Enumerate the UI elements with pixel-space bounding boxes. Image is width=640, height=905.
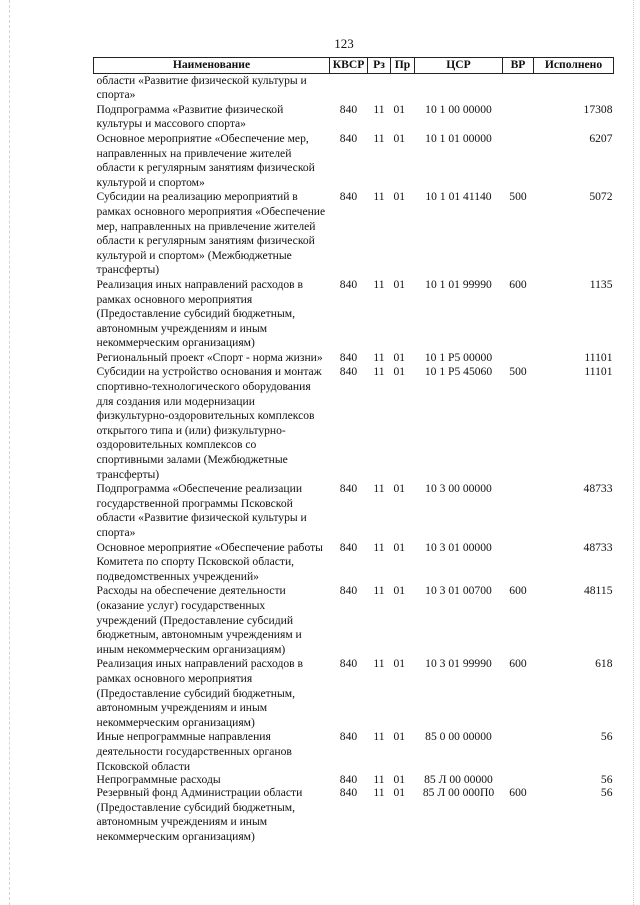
row-vr: [503, 774, 534, 786]
row-pr: 01: [393, 350, 406, 364]
row-executed: 5072: [589, 190, 613, 204]
row-name: Субсидии на реализацию мероприятий в рамках основного мероприятия «Обеспечение мер, направленных на привлечение жителей области к регулярным занятиям физической культурой и спортом» (Межбюджетные трансферты): [96, 190, 326, 277]
row-kvsr: 840: [339, 482, 358, 496]
row-name: Региональный проект «Спорт - норма жизни»: [96, 350, 323, 364]
row-vr: [503, 103, 534, 132]
row-rz: [368, 73, 391, 103]
row-kvsr: 840: [339, 277, 358, 291]
header-executed: Исполнено: [534, 58, 614, 74]
row-pr: 01: [393, 786, 406, 800]
header-vr: ВР: [503, 58, 534, 74]
table-row: [94, 774, 614, 786]
row-csr: 10 1 01 41140: [425, 190, 492, 204]
table-row: [94, 73, 614, 103]
row-rz: 11: [373, 190, 385, 204]
row-rz: 11: [373, 786, 385, 800]
row-rz: 11: [373, 730, 385, 744]
row-kvsr: 840: [339, 786, 358, 800]
row-rz: 11: [373, 657, 385, 671]
row-kvsr: 840: [339, 190, 358, 204]
row-kvsr: 840: [339, 730, 358, 744]
row-executed: 11101: [584, 365, 613, 379]
row-kvsr: 840: [339, 773, 358, 787]
scan-edge-right: [633, 0, 634, 905]
row-csr: 10 1 01 99990: [425, 277, 492, 291]
scan-edge-left: [9, 0, 10, 905]
row-kvsr: 840: [339, 540, 358, 554]
table-row: [94, 278, 614, 351]
row-name: Реализация иных направлений расходов в рамках основного мероприятия (Предоставление субсидий бюджетным, автономным учреждениям и иным некоммерческим организациям): [96, 657, 303, 729]
row-name: Основное мероприятие «Обеспечение мер, направленных на привлечение жителей области к регулярным занятиям физической культурой и спортом»: [96, 131, 315, 189]
header-kvsr: КВСР: [330, 58, 368, 74]
row-csr: 10 1 01 00000: [425, 131, 492, 145]
table-header-row: [94, 58, 614, 74]
row-pr: 01: [393, 190, 406, 204]
row-executed: [534, 73, 614, 103]
header-rz: Рз: [368, 58, 391, 74]
row-kvsr: 840: [339, 102, 358, 116]
row-csr: 10 1 00 00000: [425, 102, 492, 116]
header-pr: Пр: [391, 58, 415, 74]
budget-table: [93, 57, 614, 844]
table-row: [94, 657, 614, 730]
table-row: [94, 132, 614, 190]
row-rz: 11: [373, 365, 385, 379]
table-row: [94, 584, 614, 657]
row-name: Резервный фонд Администрации области (Предоставление субсидий бюджетным, автономным учреждениям и иным некоммерческим организациям): [96, 786, 303, 843]
header-name: Наименование: [94, 58, 330, 74]
row-executed: 56: [600, 786, 613, 800]
row-vr: [503, 541, 534, 585]
row-vr: [503, 730, 534, 774]
row-rz: 11: [373, 482, 385, 496]
row-pr: 01: [393, 102, 406, 116]
row-rz: 11: [373, 584, 385, 598]
row-rz: 11: [373, 773, 385, 787]
row-name: Основное мероприятие «Обеспечение работы Комитета по спорту Псковской области, подведомственных учреждений»: [96, 540, 323, 583]
table-row: [94, 365, 614, 482]
row-name: области «Развитие физической культуры и спорта»: [96, 73, 307, 102]
row-pr: 01: [393, 365, 406, 379]
row-executed: 6207: [589, 131, 613, 145]
row-rz: 11: [373, 131, 385, 145]
row-kvsr: 840: [339, 657, 358, 671]
row-name: Расходы на обеспечение деятельности (оказание услуг) государственных учреждений (Предоставление субсидий бюджетным, автономным учреждениям и иным некоммерческим организациям): [96, 584, 302, 656]
row-executed: 1135: [589, 277, 613, 291]
row-pr: 01: [393, 482, 406, 496]
row-vr: [503, 73, 534, 103]
row-pr: 01: [393, 657, 406, 671]
table-row: [94, 730, 614, 774]
row-csr: 85 0 00 00000: [425, 730, 492, 744]
row-name: Непрограммные расходы: [96, 773, 221, 787]
row-pr: 01: [393, 540, 406, 554]
row-name: Подпрограмма «Обеспечение реализации государственной программы Псковской области «Развитие физической культуры и спорта»: [96, 482, 307, 539]
row-pr: 01: [393, 773, 406, 787]
row-name: Субсидии на устройство основания и монтаж спортивно-технологического оборудования для создания или модернизации физкультурно-оздоровительных комплексов открытого типа и (или) физкультурно-оздоровительных комплексов со спортивными залами (Межбюджетные трансферты): [96, 365, 322, 481]
table-row: [94, 786, 614, 844]
row-executed: 56: [600, 773, 613, 787]
row-csr: 10 3 00 00000: [425, 482, 492, 496]
row-pr: [391, 73, 415, 103]
row-csr: 10 1 P5 00000: [424, 350, 493, 364]
row-vr: 600: [509, 277, 527, 291]
row-csr: 10 1 P5 45060: [424, 365, 493, 379]
table-row: [94, 541, 614, 585]
row-vr: [503, 482, 534, 540]
row-csr: 85 Л 00 000П0: [422, 786, 495, 800]
row-kvsr: 840: [339, 131, 358, 145]
row-executed: 17308: [583, 102, 613, 116]
row-executed: 48733: [583, 540, 613, 554]
row-vr: 600: [509, 786, 527, 800]
row-pr: 01: [393, 584, 406, 598]
table-row: [94, 103, 614, 132]
row-vr: 500: [509, 365, 527, 379]
row-kvsr: 840: [339, 584, 358, 598]
row-kvsr: [330, 73, 368, 103]
row-vr: [503, 132, 534, 190]
row-name: Подпрограмма «Развитие физической культуры и массового спорта»: [96, 102, 284, 131]
row-vr: 500: [509, 190, 527, 204]
row-csr: 85 Л 00 00000: [424, 773, 493, 787]
row-pr: 01: [393, 730, 406, 744]
table-row: [94, 190, 614, 278]
row-csr: [415, 73, 503, 103]
table-row: [94, 351, 614, 366]
row-vr: 600: [509, 584, 527, 598]
row-rz: 11: [373, 277, 385, 291]
row-csr: 10 3 01 00700: [425, 584, 492, 598]
header-csr: ЦСР: [415, 58, 503, 74]
row-name: Иные непрограммные направления деятельности государственных органов Псковской области: [96, 730, 292, 773]
row-vr: [503, 351, 534, 366]
row-executed: 618: [595, 657, 613, 671]
row-rz: 11: [373, 540, 385, 554]
row-executed: 48733: [583, 482, 613, 496]
row-kvsr: 840: [339, 350, 358, 364]
table-row: [94, 482, 614, 540]
row-rz: 11: [373, 350, 385, 364]
row-kvsr: 840: [339, 365, 358, 379]
row-executed: 56: [600, 730, 613, 744]
row-csr: 10 3 01 00000: [425, 540, 492, 554]
row-csr: 10 3 01 99990: [425, 657, 492, 671]
row-vr: 600: [509, 657, 527, 671]
row-executed: 11101: [584, 350, 613, 364]
row-rz: 11: [373, 102, 385, 116]
row-pr: 01: [393, 131, 406, 145]
page-number: 123: [334, 36, 354, 51]
row-name: Реализация иных направлений расходов в рамках основного мероприятия (Предоставление субсидий бюджетным, автономным учреждениям и иным некоммерческим организациям): [96, 277, 303, 350]
row-executed: 48115: [583, 584, 613, 598]
row-pr: 01: [393, 277, 406, 291]
